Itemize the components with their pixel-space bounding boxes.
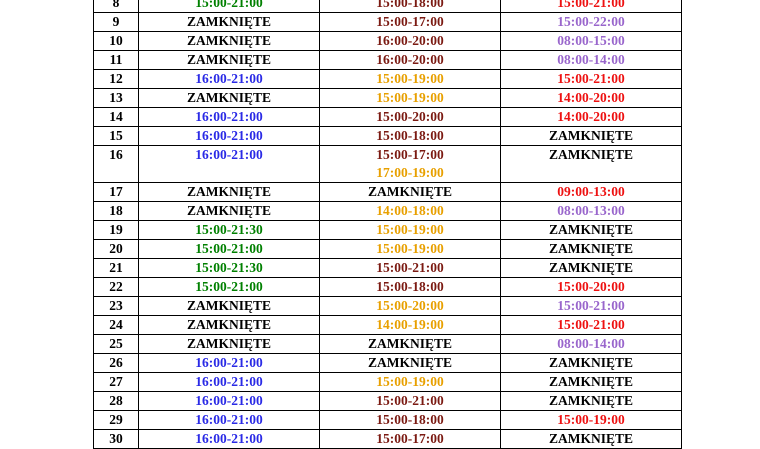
hours-label: 15:00-20:00 [376, 109, 444, 124]
hours-label: 08:00-14:00 [557, 52, 625, 67]
day-cell: 8 [94, 0, 139, 13]
hours-label: 16:00-21:00 [195, 355, 263, 370]
hours-cell-1 [139, 146, 320, 183]
hours-cell-2 [320, 430, 501, 449]
hours-cell-2 [320, 278, 501, 297]
closed-label: ZAMKNIĘTE [367, 355, 452, 370]
hours-label: 16:00-21:00 [195, 393, 263, 408]
closed-label: ZAMKNIĘTE [186, 203, 271, 218]
hours-label: 15:00-20:00 [376, 298, 444, 313]
hours-cell-3 [501, 202, 682, 221]
hours-label: 15:00-19:00 [376, 241, 444, 256]
hours-label: 15:00-19:00 [376, 71, 444, 86]
closed-label: ZAMKNIĘTE [186, 336, 271, 351]
hours-cell-2 [320, 13, 501, 32]
hours-label: 15:00-21:00 [195, 241, 263, 256]
table-row [94, 13, 682, 32]
hours-cell-2 [320, 316, 501, 335]
hours-label: 16:00-21:00 [195, 431, 263, 446]
table-row [94, 335, 682, 354]
hours-cell-2 [320, 354, 501, 373]
hours-label: 15:00-17:00 [376, 147, 444, 162]
hours-label: 15:00-22:00 [557, 14, 625, 29]
closed-label: ZAMKNIĘTE [548, 393, 633, 408]
hours-cell-1 [139, 297, 320, 316]
hours-cell-3 [501, 411, 682, 430]
hours-label: 16:00-21:00 [195, 109, 263, 124]
table-row [94, 278, 682, 297]
hours-cell-1 [139, 411, 320, 430]
hours-label: 15:00-19:00 [557, 412, 625, 427]
hours-label: 15:00-19:00 [376, 222, 444, 237]
day-cell: 14 [94, 108, 139, 127]
hours-label: 15:00-21:00 [195, 279, 263, 294]
hours-cell-2 [320, 297, 501, 316]
hours-label: 15:00-21:30 [195, 222, 263, 237]
closed-label: ZAMKNIĘTE [548, 431, 633, 446]
hours-label: 15:00-18:00 [376, 279, 444, 294]
closed-label: ZAMKNIĘTE [367, 184, 452, 199]
hours-label: 14:00-20:00 [557, 90, 625, 105]
closed-label: ZAMKNIĘTE [548, 374, 633, 389]
day-cell: 9 [94, 13, 139, 32]
hours-cell-1 [139, 278, 320, 297]
hours-cell-1 [139, 0, 320, 13]
hours-cell-1 [139, 354, 320, 373]
schedule-sheet [93, 0, 682, 449]
hours-label: 15:00-19:00 [376, 374, 444, 389]
hours-cell-3 [501, 335, 682, 354]
hours-label: 15:00-18:00 [376, 128, 444, 143]
closed-label: ZAMKNIĘTE [548, 147, 633, 162]
closed-label: ZAMKNIĘTE [548, 241, 633, 256]
hours-cell-2 [320, 259, 501, 278]
hours-cell-2 [320, 89, 501, 108]
hours-cell-2 [320, 51, 501, 70]
hours-cell-2 [320, 0, 501, 13]
closed-label: ZAMKNIĘTE [548, 260, 633, 275]
hours-cell-3 [501, 70, 682, 89]
hours-cell-1 [139, 430, 320, 449]
hours-cell-2 [320, 240, 501, 259]
hours-label: 08:00-13:00 [557, 203, 625, 218]
hours-cell-2 [320, 392, 501, 411]
table-row [94, 183, 682, 202]
day-cell: 23 [94, 297, 139, 316]
table-row [94, 316, 682, 335]
day-cell: 16 [94, 146, 139, 183]
hours-cell-2 [320, 202, 501, 221]
hours-label: 17:00-19:00 [376, 165, 444, 180]
hours-label: 15:00-21:00 [195, 0, 263, 10]
hours-cell-2 [320, 411, 501, 430]
day-cell: 13 [94, 89, 139, 108]
schedule-table-body [94, 0, 682, 449]
table-row [94, 392, 682, 411]
hours-label: 16:00-21:00 [195, 374, 263, 389]
table-row [94, 108, 682, 127]
day-cell: 26 [94, 354, 139, 373]
hours-label: 15:00-17:00 [376, 14, 444, 29]
hours-label: 08:00-14:00 [557, 336, 625, 351]
table-row [94, 146, 682, 183]
table-row [94, 127, 682, 146]
table-row [94, 430, 682, 449]
hours-label: 14:00-19:00 [376, 317, 444, 332]
hours-label: 16:00-21:00 [195, 147, 263, 162]
hours-cell-2 [320, 127, 501, 146]
day-cell: 18 [94, 202, 139, 221]
hours-label: 15:00-20:00 [557, 279, 625, 294]
hours-cell-3 [501, 32, 682, 51]
schedule-table [93, 0, 682, 449]
hours-cell-1 [139, 259, 320, 278]
hours-cell-3 [501, 13, 682, 32]
closed-label: ZAMKNIĘTE [548, 355, 633, 370]
closed-label: ZAMKNIĘTE [186, 33, 271, 48]
day-cell: 15 [94, 127, 139, 146]
day-cell: 22 [94, 278, 139, 297]
hours-cell-1 [139, 108, 320, 127]
hours-cell-3 [501, 146, 682, 183]
hours-cell-2 [320, 108, 501, 127]
hours-cell-2 [320, 221, 501, 240]
hours-cell-3 [501, 430, 682, 449]
hours-cell-3 [501, 316, 682, 335]
hours-label: 16:00-20:00 [376, 33, 444, 48]
hours-cell-2 [320, 335, 501, 354]
day-cell: 25 [94, 335, 139, 354]
hours-cell-1 [139, 221, 320, 240]
hours-label: 15:00-21:30 [195, 260, 263, 275]
closed-label: ZAMKNIĘTE [186, 90, 271, 105]
table-row [94, 411, 682, 430]
hours-label: 15:00-18:00 [376, 412, 444, 427]
hours-cell-3 [501, 89, 682, 108]
hours-label: 15:00-17:00 [376, 431, 444, 446]
hours-cell-1 [139, 373, 320, 392]
day-cell: 28 [94, 392, 139, 411]
hours-label: 15:00-21:00 [376, 393, 444, 408]
hours-label: 16:00-21:00 [195, 71, 263, 86]
hours-label: 15:00-21:00 [557, 298, 625, 313]
table-row [94, 297, 682, 316]
day-cell: 30 [94, 430, 139, 449]
hours-cell-3 [501, 183, 682, 202]
closed-label: ZAMKNIĘTE [186, 14, 271, 29]
table-row [94, 70, 682, 89]
hours-cell-1 [139, 127, 320, 146]
table-row [94, 240, 682, 259]
hours-cell-3 [501, 127, 682, 146]
hours-label: 16:00-21:00 [195, 128, 263, 143]
closed-label: ZAMKNIĘTE [186, 298, 271, 313]
hours-cell-1 [139, 89, 320, 108]
hours-label: 16:00-20:00 [376, 52, 444, 67]
day-cell: 12 [94, 70, 139, 89]
closed-label: ZAMKNIĘTE [186, 317, 271, 332]
day-cell: 29 [94, 411, 139, 430]
hours-cell-1 [139, 202, 320, 221]
day-cell: 24 [94, 316, 139, 335]
hours-cell-1 [139, 335, 320, 354]
day-cell: 27 [94, 373, 139, 392]
closed-label: ZAMKNIĘTE [186, 184, 271, 199]
hours-cell-3 [501, 259, 682, 278]
hours-label: 16:00-21:00 [195, 412, 263, 427]
hours-cell-3 [501, 278, 682, 297]
hours-cell-3 [501, 51, 682, 70]
table-row [94, 0, 682, 13]
table-row [94, 373, 682, 392]
table-row [94, 354, 682, 373]
closed-label: ZAMKNIĘTE [548, 128, 633, 143]
hours-cell-3 [501, 108, 682, 127]
hours-cell-1 [139, 51, 320, 70]
day-cell: 10 [94, 32, 139, 51]
table-row [94, 259, 682, 278]
hours-label: 14:00-20:00 [557, 109, 625, 124]
hours-cell-1 [139, 32, 320, 51]
hours-cell-1 [139, 240, 320, 259]
hours-cell-2 [320, 146, 501, 183]
hours-cell-2 [320, 32, 501, 51]
hours-cell-3 [501, 297, 682, 316]
hours-label: 09:00-13:00 [557, 184, 625, 199]
day-cell: 21 [94, 259, 139, 278]
hours-label: 15:00-21:00 [376, 260, 444, 275]
day-cell: 11 [94, 51, 139, 70]
closed-label: ZAMKNIĘTE [186, 52, 271, 67]
hours-label: 15:00-21:00 [557, 71, 625, 86]
hours-cell-3 [501, 392, 682, 411]
closed-label: ZAMKNIĘTE [367, 336, 452, 351]
hours-cell-3 [501, 0, 682, 13]
hours-cell-3 [501, 373, 682, 392]
hours-label: 08:00-15:00 [557, 33, 625, 48]
table-row [94, 221, 682, 240]
table-row [94, 32, 682, 51]
hours-cell-1 [139, 70, 320, 89]
hours-cell-2 [320, 373, 501, 392]
hours-cell-1 [139, 316, 320, 335]
hours-label: 15:00-18:00 [376, 0, 444, 10]
table-row [94, 89, 682, 108]
hours-label: 15:00-19:00 [376, 90, 444, 105]
hours-cell-1 [139, 183, 320, 202]
hours-label: 15:00-21:00 [557, 0, 625, 10]
hours-cell-2 [320, 183, 501, 202]
hours-cell-2 [320, 70, 501, 89]
hours-cell-3 [501, 354, 682, 373]
hours-label: 14:00-18:00 [376, 203, 444, 218]
table-row [94, 51, 682, 70]
closed-label: ZAMKNIĘTE [548, 222, 633, 237]
table-row [94, 202, 682, 221]
hours-cell-3 [501, 221, 682, 240]
hours-cell-1 [139, 13, 320, 32]
hours-cell-1 [139, 392, 320, 411]
day-cell: 20 [94, 240, 139, 259]
hours-cell-3 [501, 240, 682, 259]
day-cell: 19 [94, 221, 139, 240]
hours-label: 15:00-21:00 [557, 317, 625, 332]
day-cell: 17 [94, 183, 139, 202]
